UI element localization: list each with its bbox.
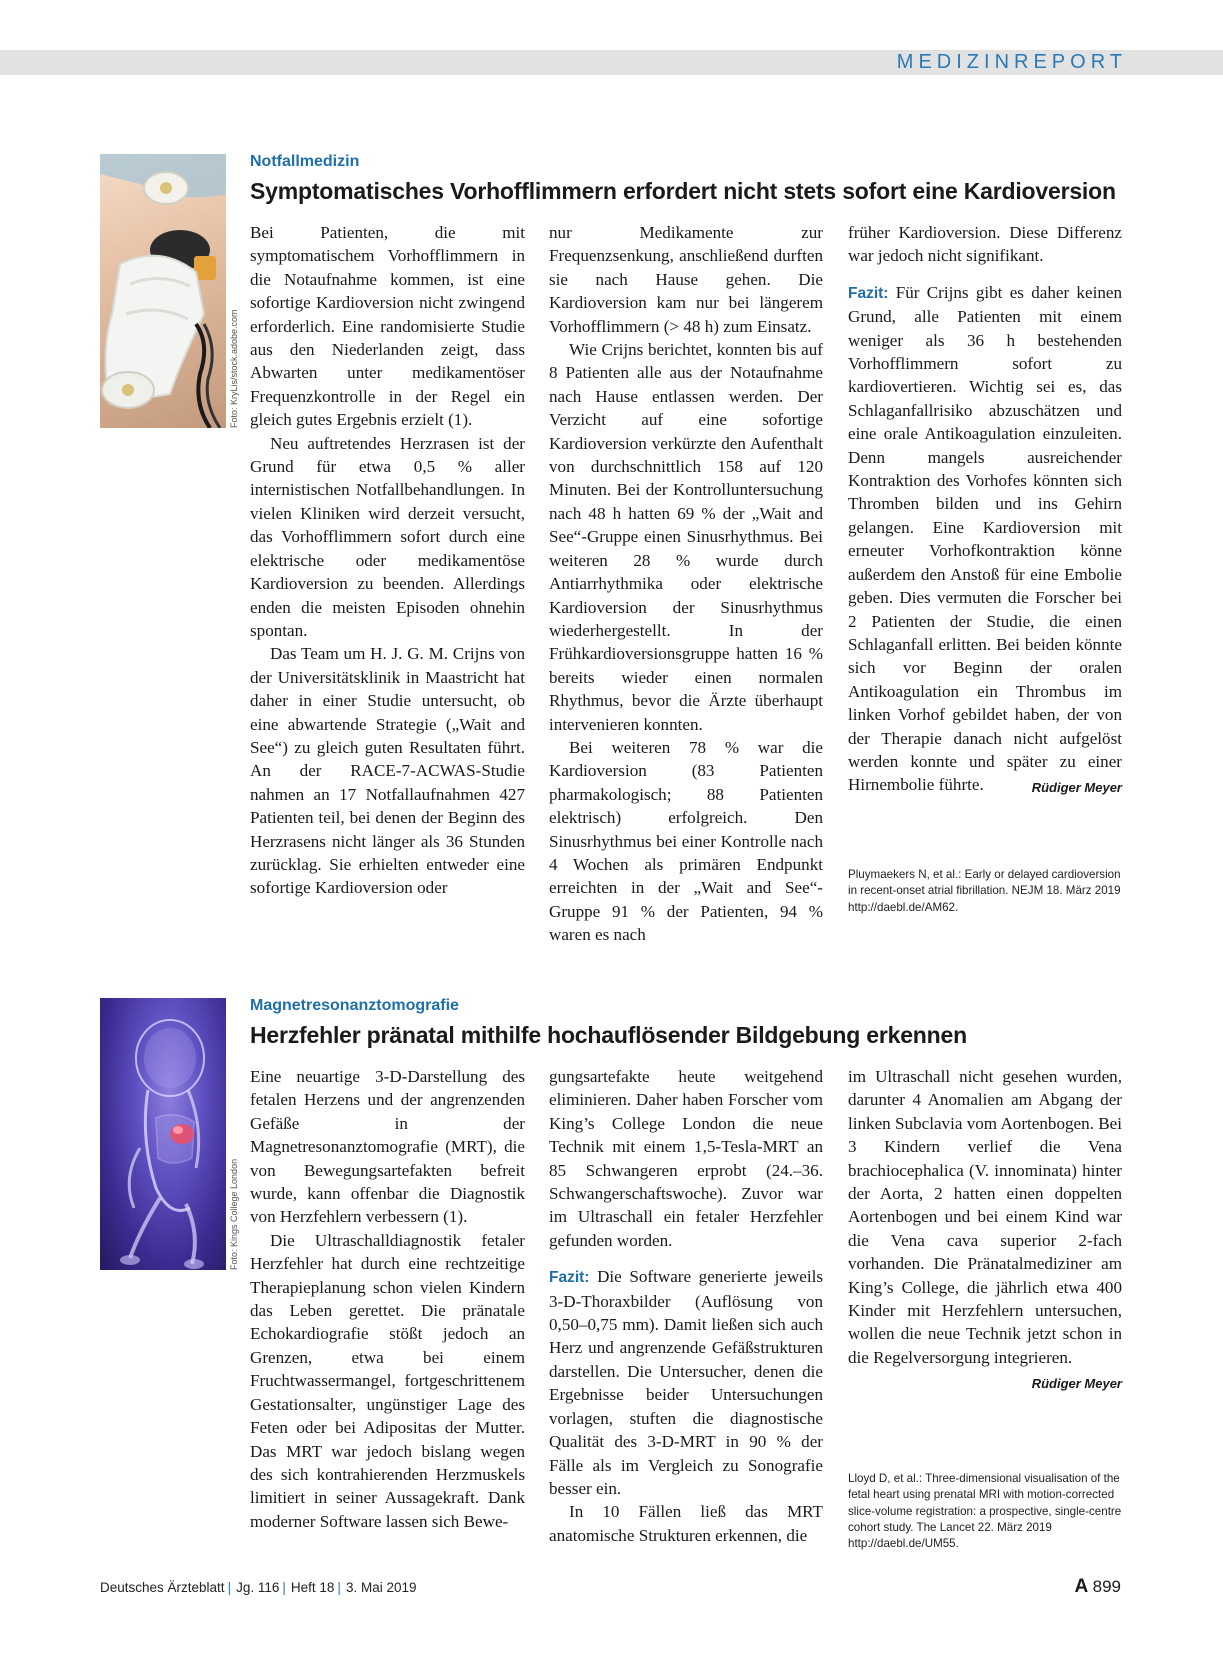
paragraph: gungsartefakte heute weitgehend eliminieren. Daher haben Forscher vom King’s College London die neue Technik mit einem 1,5-Tesla-MRT an 85 Schwangeren erprobt (24.–36. Schwangerschaftswoche). Zuvor war im Ultraschall ein fetaler Herzfehler gefunden worden. xyxy=(549,1067,823,1250)
fazit-label: Fazit: xyxy=(549,1269,590,1287)
separator: | xyxy=(337,1580,341,1595)
fazit-label: Fazit: xyxy=(848,284,889,302)
fetus-illustration xyxy=(100,998,226,1270)
footer xyxy=(100,1580,416,1595)
journal-name: Deutsches Ärzteblatt xyxy=(100,1580,225,1595)
paragraph: In 10 Fällen ließ das MRT anatomische Strukturen erkennen, die xyxy=(549,1502,823,1545)
paragraph: Eine neuartige 3-D-Darstellung des fetalen Herzens und der angrenzenden Gefäße in der Magnetresonanztomografie (MRT), die von Bewegungsartefakten befreit wurde, kann offenbar die Diagnostik von Herzfehlern verbessern (1). xyxy=(250,1067,525,1227)
article2-photo xyxy=(100,998,226,1270)
paragraph xyxy=(848,1065,1122,1392)
headline: Symptomatisches Vorhofflimmern erfordert nicht stets sofort eine Kardioversion xyxy=(250,178,1116,204)
page-number xyxy=(1074,1576,1121,1598)
volume: Jg. 116 xyxy=(236,1580,280,1595)
headline: Herzfehler pränatal mithilfe hochauflösender Bildgebung erkennen xyxy=(250,1022,967,1048)
reference: Lloyd D, et al.: Three-dimensional visualisation of the fetal heart using prenatal MRI with motion-corrected slice-volume registration: a prospective, single-centre cohort study. The Lancet 22. März 2019 http://daebl.de/UM55. xyxy=(848,1472,1122,1551)
article-column xyxy=(848,1065,1122,1396)
paragraph: Neu auftretendes Herzrasen ist der Grund für etwa 0,5 % aller internistischen Notfallbehandlungen. In vielen Kliniken wird derzeit versucht, das Vorhofflimmern sofort durch eine elektrische oder medikamentöse Kardioversion zu beenden. Allerdings enden die meisten Episoden ohnehin spontan. xyxy=(250,433,525,640)
author: Rüdiger Meyer xyxy=(1031,1376,1122,1392)
article-column xyxy=(848,221,1122,800)
page-number-value: 899 xyxy=(1092,1577,1121,1596)
fazit-text: Für Crijns gibt es daher keinen Grund, alle Patienten mit einem weniger als 36 h bestehenden Vorhofflimmern sofort zu kardiovertieren. Wichtig sei es, das Schlaganfallrisiko abzuschätzen und eine orale Antikoagulation einzuleiten. Denn mangels ausreichender Kontraktion des Vorhofes könnten sich Thromben bilden und ins Gehirn gelangen. Eine Kardioversion mit erneuter Vorhofkontraktion könne außerdem den Anstoß für eine Embolie geben. Dies vermuten die Forscher bei 2 Patienten der Studie, die einen Schlaganfall erlitten. Bei beiden könnte sich vor Beginn der oralen Antikoagulation ein Thrombus im linken Vorhof gebildet haben, der von der Therapie danach nicht aufgelöst werden konnte und später zu einer Hirnembolie führte. xyxy=(848,282,1122,795)
paragraph-text: im Ultraschall nicht gesehen wurden, darunter 4 Anomalien am Abgang der linken Subclavia vom Aortenbogen. Bei 3 Kindern verlief die Vena brachiocephalica (V. innominata) hinter der Aorta, 2 hatten einen doppelten Aortenbogen und bei einem Kind war die Vena cava superior 2-fach vorhanden. Die Pränatalmediziner am King’s College, die jährlich etwa 400 Kinder mit Herzfehlern untersuchen, wollen die neue Technik jetzt schon in die Regelversorgung integrieren. xyxy=(848,1067,1122,1367)
separator: | xyxy=(227,1580,232,1595)
issue-date: 3. Mai 2019 xyxy=(345,1580,417,1595)
paragraph: früher Kardioversion. Diese Differenz war jedoch nicht signifikant. xyxy=(848,223,1122,266)
article-column xyxy=(250,1065,525,1533)
paragraph: nur Medikamente zur Frequenzsenkung, anschließend durften sie nach Hause gehen. Die Kardioversion kam nur bei längerem Vorhofflimmern (> 48 h) zum Einsatz. xyxy=(549,223,823,336)
separator: | xyxy=(282,1580,286,1595)
article-column xyxy=(549,221,823,947)
issue: Heft 18 xyxy=(290,1580,335,1595)
rubric: Notfallmedizin xyxy=(250,153,360,170)
rubric: Magnetresonanztomografie xyxy=(250,997,459,1014)
photo-credit: Foto: KryLis/stock.adobe.com xyxy=(229,309,239,428)
paragraph: Die Ultraschalldiagnostik fetaler Herzfehler hat durch eine rechtzeitige Therapieplanung schon vielen Kindern das Leben gerettet. Die pränatale Echokardiografie stößt jedoch an Grenzen, etwa bei einem Fruchtwassermangel, fortgeschrittenem Gestationsalter, ungünstiger Lage des Feten oder bei Adipositas der Mutter. Das MRT war jedoch bislang wegen des sich kontrahierenden Herzmuskels limitiert in seiner Aussagekraft. Dank moderner Software lassen sich Bewe- xyxy=(250,1230,525,1531)
paragraph: Bei weiteren 78 % war die Kardioversion (83 Patienten pharmakologisch; 88 Patienten elektrisch) erfolgreich. Den Sinusrhythmus bei einer Kontrolle nach 4 Wochen als primären Endpunkt erreichten in der „Wait and See“-Gruppe 91 % der Patienten, 94 % waren es nach xyxy=(549,737,823,945)
reference: Pluymaekers N, et al.: Early or delayed cardioversion in recent-onset atrial fibrillation. NEJM 18. März 2019 http://daebl.de/AM62. xyxy=(848,868,1121,914)
article1-photo xyxy=(100,154,226,428)
fazit-text: Die Software generierte jeweils 3-D-Thoraxbilder (Auflösung von 0,50–0,75 mm). Damit ließen sich auch Herz und angrenzende Gefäßstrukturen darstellen. Die Untersucher, denen die Ergebnisse beider Untersuchungen vorlagen, stuften die diagnostische Qualität des 3-D-MRT in 90 % der Fälle als im Vergleich zu Sonografie besser ein. xyxy=(549,1267,824,1498)
fazit-paragraph xyxy=(549,1265,823,1500)
paragraph: Bei Patienten, die mit symptomatischem Vorhofflimmern in die Notaufnahme kommen, ist eine sofortige Kardioversion nicht zwingend erforderlich. Eine randomisierte Studie aus den Niederlanden zeigt, dass Abwarten unter medikamentöser Frequenzkontrolle in der Regel ein gleich gutes Ergebnis erzielt (1). xyxy=(250,223,525,430)
paragraph: Das Team um H. J. G. M. Crijns von der Universitätsklinik in Maastricht hat daher in einer Studie untersucht, ob eine abwartende Strategie („Wait and See“) zu gleich guten Resultaten führt. An der RACE-7-ACWAS-Studie nahmen an 17 Notfallaufnahmen 427 Patienten teil, bei denen der Beginn des Herzrasens nicht länger als 36 Stunden zurücklag. Sie erhielten entweder eine sofortige Kardioversion oder xyxy=(250,644,525,898)
photo-credit: Foto: Kings College London xyxy=(229,1158,239,1270)
article-column xyxy=(549,1065,823,1547)
paragraph: Wie Crijns berichtet, konnten bis auf 8 Patienten alle aus der Notaufnahme nach Hause entlassen werden. Der Verzicht auf eine sofortige Kardioversion verkürzte den Aufenthalt von durchschnittlich 158 auf 120 Minuten. Bei der Kontrolluntersuchung nach 48 h hatten 69 % der „Wait and See“-Gruppe einen Sinusrhythmus. Bei weiteren 28 % wurde durch Antiarrhythmika oder elektrische Kardioversion der Sinusrhythmus wiederhergestellt. In der Frühkardioversionsgruppe hatten 16 % bereits wieder einen normalen Rhythmus, bevor die Ärzte überhaupt intervenieren konnten. xyxy=(549,340,823,734)
author: Rüdiger Meyer xyxy=(1031,780,1122,796)
fazit-paragraph xyxy=(848,281,1122,797)
section-label: MEDIZINREPORT xyxy=(896,51,1127,73)
defibrillator-illustration xyxy=(100,154,226,428)
article-column xyxy=(250,221,525,900)
page-prefix: A xyxy=(1074,1576,1089,1597)
